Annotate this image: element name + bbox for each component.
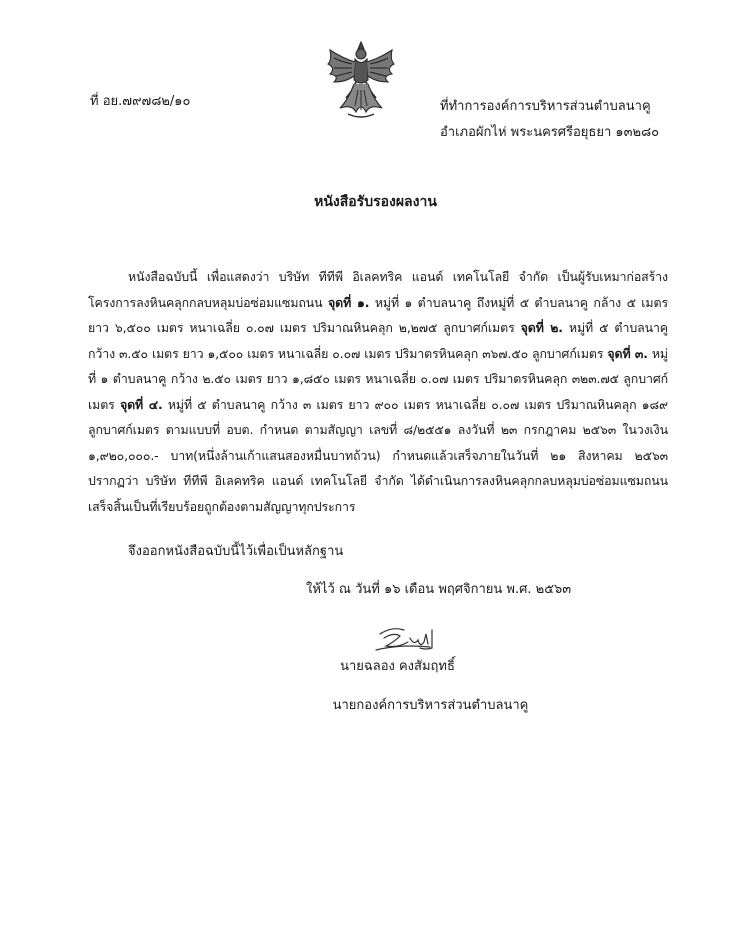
body-text-3: หมู่ที่ ๕ ตำบลนาคู กว้าง ๓.๕๐ เมตร ยาว ๑,๕๐๐ เมตร หนาเฉลี่ย ๐.๐๗ เมตร ปริมาตรหินคลุก ๓๖๗.๕๐ ลูกบาศก์เมตร — [88, 320, 668, 361]
closing-statement: จึงออกหนังสือฉบับนี้ไว้เพื่อเป็นหลักฐาน — [128, 544, 344, 559]
point-1-label: จุดที่ ๑. — [328, 294, 370, 310]
issuer-address — [440, 94, 659, 146]
signer-name — [0, 659, 751, 675]
point-2-label: จุดที่ ๒. — [520, 320, 563, 335]
handwritten-signature-icon — [370, 620, 450, 660]
signer-name-text: นายฉลอง คงสัมฤทธิ์ — [340, 659, 455, 674]
address-line-1: ที่ทำการองค์การบริหารส่วนตำบลนาคู — [440, 99, 651, 114]
address-line-2: อำเภอผักไห่ พระนครศรีอยุธยา ๑๓๒๘๐ — [440, 125, 660, 140]
garuda-emblem-icon — [322, 40, 400, 120]
point-4-label: จุดที่ ๔. — [119, 396, 163, 412]
body-text-2: หมู่ที่ ๑ ตำบลนาคู ถึงหมู่ที่ ๕ ตำบลนาคู กล้าง ๕ เมตร ยาว ๖,๕๐๐ เมตร หนาเฉลี่ย ๐.๐๗ เมตร ปริมาณหินคลุก ๒,๒๗๕ ลูกบาศก์เมตร — [88, 294, 668, 335]
document-title: หนังสือรับรองผลงาน — [314, 194, 437, 210]
body-paragraph — [88, 264, 668, 519]
signer-position-text: นายกองค์การบริหารส่วนตำบลนาคู — [332, 698, 529, 713]
given-date: ให้ไว้ ณ วันที่ ๑๖ เดือน พฤศจิกายน พ.ศ. ๒๕๖๓ — [306, 582, 572, 597]
reference-number: ที่ อย.๗๙๗๘๒/๑๐ — [90, 94, 191, 109]
signer-position — [0, 698, 751, 714]
point-3-label: จุดที่ ๓. — [607, 345, 648, 361]
body-text-5: หมู่ที่ ๕ ตำบลนาคู กว้าง ๓ เมตร ยาว ๙๐๐ เมตร หนาเฉลี่ย ๐.๐๗ เมตร ปริมาณหินคลุก ๑๘๙ ลูกบาศก์เมตร ตามแบบที่ อบต. กำหนด ตามสัญญา เลขที่ ๘/๒๕๕๑ ลงวันที่ ๒๓ กรกฎาคม ๒๕๖๓ ในวงเงิน ๑,๙๒๐,๐๐๐.- บาท(หนึ่งล้านเก้าแสนสองหมื่นบาทถ้วน) กำหนดแล้วเสร็จภายในวันที่ ๒๑ สิงหาคม ๒๕๖๓ ปรากฏว่า บริษัท ทีทีพี อิเลคทริค แอนด์ เทคโนโลยี จำกัด ได้ดำเนินการลงหินคลุกกลบหลุมบ่อซ่อมแซมถนน เสร็จสิ้นเป็นที่เรียบร้อยถูกต้องตามสัญญาทุกประการ — [88, 396, 668, 514]
body-text-4: หมู่ที่ ๑ ตำบลนาคู กว้าง ๒.๕๐ เมตร ยาว ๑,๘๕๐ เมตร หนาเฉลี่ย ๐.๐๗ เมตร ปริมาตรหินคลุก ๓๒๓.๗๕ ลูกบาศก์เมตร — [88, 345, 668, 412]
body-text-1: หนังสือฉบับนี้ เพื่อแสดงว่า บริษัท ทีทีพี อิเลคทริค แอนด์ เทคโนโลยี จำกัด เป็นผู้รับเหมาก่อสร้าง โครงการลงหินคลุกกลบหลุมบ่อซ่อมแซมถนน — [88, 269, 668, 310]
